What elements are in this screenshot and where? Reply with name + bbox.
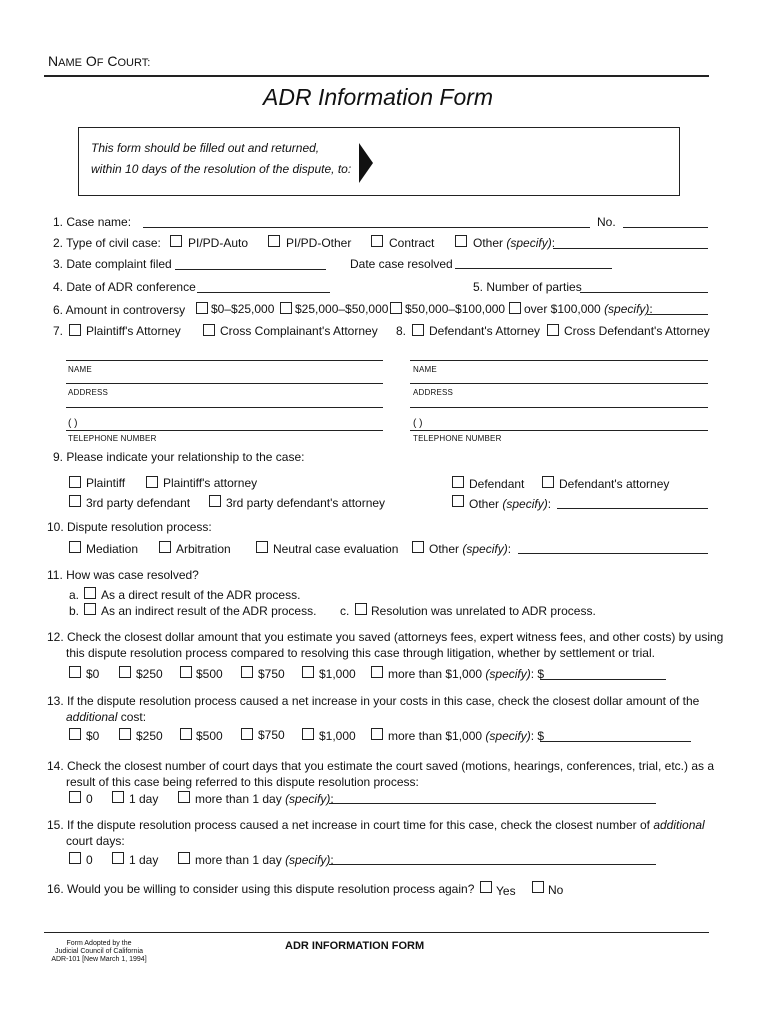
cost-increase-line-2: additional cost: [66, 710, 147, 724]
parties-field[interactable] [580, 292, 708, 293]
relationship-plaintiff-attorney-checkbox[interactable] [146, 476, 158, 488]
savings-line-1: 12. Check the closest dollar amount that you estimate you saved (attorneys fees, expert witness fees, and other costs) by using [47, 630, 724, 644]
parties-label: 5. Number of parties [473, 280, 582, 294]
right-address-line-2[interactable] [410, 407, 708, 408]
footer-rule [44, 932, 709, 933]
left-address-line-1[interactable] [66, 383, 383, 384]
court-increase-line-2: court days: [66, 834, 125, 848]
adr-date-label: 4. Date of ADR conference [53, 280, 196, 294]
cost-increase-line-1: 13. If the dispute resolution process caused a net increase in your costs in this case, check the closest dollar amount of the [47, 694, 700, 708]
process-other-label: Other (specify): [429, 542, 512, 556]
case-type-pi-auto-checkbox[interactable] [170, 235, 182, 247]
cost-500-checkbox[interactable] [180, 728, 192, 740]
resolved-indirect-checkbox[interactable] [84, 603, 96, 615]
footer-adopted-line-2: Judicial Council of California [55, 948, 143, 955]
relationship-defendant-attorney-checkbox[interactable] [542, 476, 554, 488]
cost-250-checkbox[interactable] [119, 728, 131, 740]
resolved-label: 11. How was case resolved? [47, 568, 199, 582]
relationship-3rd-party-checkbox[interactable] [69, 495, 81, 507]
reuse-no-checkbox[interactable] [532, 881, 544, 893]
resolved-unrelated-checkbox[interactable] [355, 603, 367, 615]
right-address-line-1[interactable] [410, 383, 708, 384]
arrow-right-icon [359, 143, 373, 183]
cost-750-label: $750 [258, 728, 285, 742]
defendant-attorney-label: Defendant's Attorney [429, 324, 541, 338]
process-mediation-checkbox[interactable] [69, 541, 81, 553]
cost-more-checkbox[interactable] [371, 728, 383, 740]
right-phone-field[interactable] [410, 430, 708, 431]
left-phone-label: TELEPHONE NUMBER [68, 434, 157, 443]
cost-250-label: $250 [136, 729, 163, 743]
instruction-line-1: This form should be filled out and returned, [91, 141, 320, 155]
savings-1000-label: $1,000 [319, 667, 356, 681]
case-no-label: No. [597, 215, 616, 229]
cost-0-label: $0 [86, 729, 100, 743]
cost-0-checkbox[interactable] [69, 728, 81, 740]
resolved-c-letter: c. [340, 604, 350, 618]
cross-complainant-attorney-label: Cross Complainant's Attorney [220, 324, 378, 338]
relationship-defendant-attorney-label: Defendant's attorney [559, 477, 670, 491]
process-label: 10. Dispute resolution process: [47, 520, 212, 534]
date-filed-label: 3. Date complaint filed [53, 257, 172, 271]
savings-250-label: $250 [136, 667, 163, 681]
left-name-field[interactable] [66, 360, 383, 361]
case-name-label: 1. Case name: [53, 215, 132, 229]
cost-1000-checkbox[interactable] [302, 728, 314, 740]
court-increase-more-label: more than 1 day (specify): [195, 853, 334, 867]
amount-0-25k-label: $0–$25,000 [211, 302, 275, 316]
relationship-3rd-party-attorney-checkbox[interactable] [209, 495, 221, 507]
court-saved-1-day-label: 1 day [129, 792, 159, 806]
case-type-label: 2. Type of civil case: [53, 236, 161, 250]
right-phone-label: TELEPHONE NUMBER [413, 434, 502, 443]
amount-25k-50k-checkbox[interactable] [280, 302, 292, 314]
relationship-defendant-checkbox[interactable] [452, 476, 464, 488]
resolved-direct-label: As a direct result of the ADR process. [101, 588, 301, 602]
court-saved-0-checkbox[interactable] [69, 791, 81, 803]
cost-more-field[interactable] [540, 741, 691, 742]
left-address-line-2[interactable] [66, 407, 383, 408]
case-type-pi-other-checkbox[interactable] [268, 235, 280, 247]
court-increase-more-field[interactable] [329, 864, 656, 865]
process-mediation-label: Mediation [86, 542, 139, 556]
process-arbitration-checkbox[interactable] [159, 541, 171, 553]
q8-number: 8. [396, 324, 407, 338]
right-address-label: ADDRESS [413, 388, 454, 397]
savings-750-checkbox[interactable] [241, 666, 253, 678]
plaintiff-attorney-checkbox[interactable] [69, 324, 81, 336]
cross-complainant-attorney-checkbox[interactable] [203, 324, 215, 336]
reuse-label: 16. Would you be willing to consider using this dispute resolution process again? [47, 882, 475, 896]
right-phone-paren: ( ) [413, 418, 423, 429]
savings-0-label: $0 [86, 667, 100, 681]
savings-1000-checkbox[interactable] [302, 666, 314, 678]
process-neutral-label: Neutral case evaluation [273, 542, 399, 556]
cost-more-label: more than $1,000 (specify): $ [388, 729, 545, 743]
resolved-unrelated-label: Resolution was unrelated to ADR process. [371, 604, 596, 618]
case-type-pi-auto-label: PI/PD-Auto [188, 236, 249, 250]
cost-500-label: $500 [196, 729, 223, 743]
court-saved-more-label: more than 1 day (specify): [195, 792, 334, 806]
page-title: ADR Information Form [263, 84, 494, 110]
court-label: NAME OF COURT: [48, 53, 151, 69]
case-type-other-checkbox[interactable] [455, 235, 467, 247]
court-increase-0-checkbox[interactable] [69, 852, 81, 864]
relationship-other-field[interactable] [557, 508, 708, 509]
q7-number: 7. [53, 324, 64, 338]
case-type-pi-other-label: PI/PD-Other [286, 236, 352, 250]
savings-500-checkbox[interactable] [180, 666, 192, 678]
amount-50k-100k-checkbox[interactable] [390, 302, 402, 314]
footer-adopted [44, 940, 154, 964]
cross-defendant-attorney-checkbox[interactable] [547, 324, 559, 336]
savings-250-checkbox[interactable] [119, 666, 131, 678]
court-increase-line-1: 15. If the dispute resolution process caused a net increase in court time for this case, check the closest number of additional [47, 818, 705, 832]
savings-750-label: $750 [258, 667, 285, 681]
process-neutral-checkbox[interactable] [256, 541, 268, 553]
process-other-checkbox[interactable] [412, 541, 424, 553]
reuse-yes-checkbox[interactable] [480, 881, 492, 893]
court-increase-0-label: 0 [86, 853, 93, 867]
case-no-field[interactable] [623, 227, 708, 228]
relationship-plaintiff-label: Plaintiff [86, 476, 126, 490]
court-saved-0-label: 0 [86, 792, 93, 806]
left-phone-field[interactable] [66, 430, 383, 431]
relationship-3rd-party-attorney-label: 3rd party defendant's attorney [226, 496, 386, 510]
footer-adopted-line-1: Form Adopted by the [66, 940, 132, 947]
date-resolved-field[interactable] [455, 268, 612, 269]
left-name-label: NAME [68, 365, 92, 374]
cost-1000-label: $1,000 [319, 729, 356, 743]
right-name-label: NAME [413, 365, 437, 374]
resolved-indirect-label: As an indirect result of the ADR process. [101, 604, 317, 618]
savings-0-checkbox[interactable] [69, 666, 81, 678]
cross-defendant-attorney-label: Cross Defendant's Attorney [564, 324, 710, 338]
amount-50k-100k-label: $50,000–$100,000 [405, 302, 506, 316]
relationship-3rd-party-label: 3rd party defendant [86, 496, 191, 510]
plaintiff-attorney-label: Plaintiff's Attorney [86, 324, 181, 338]
amount-over-100k-label: over $100,000 (specify): [524, 302, 653, 316]
case-type-other-label: Other (specify): [473, 236, 556, 250]
relationship-defendant-label: Defendant [469, 477, 525, 491]
savings-more-field[interactable] [540, 679, 666, 680]
relationship-plaintiff-checkbox[interactable] [69, 476, 81, 488]
footer-adopted-line-3: ADR-101 [New March 1, 1994] [51, 956, 147, 963]
resolved-direct-checkbox[interactable] [84, 587, 96, 599]
resolved-b-letter: b. [69, 604, 80, 618]
court-increase-1-day-label: 1 day [129, 853, 159, 867]
relationship-other-label: Other (specify): [469, 497, 552, 511]
reuse-yes-label: Yes [496, 884, 516, 898]
court-increase-more-checkbox[interactable] [178, 852, 190, 864]
instruction-line-2: within 10 days of the resolution of the dispute, to: [91, 162, 352, 176]
defendant-attorney-checkbox[interactable] [412, 324, 424, 336]
resolved-a-letter: a. [69, 588, 80, 602]
amount-25k-50k-label: $25,000–$50,000 [295, 302, 389, 316]
court-increase-1-day-checkbox[interactable] [112, 852, 124, 864]
reuse-no-label: No [548, 883, 564, 897]
court-saved-more-checkbox[interactable] [178, 791, 190, 803]
savings-more-label: more than $1,000 (specify): $ [388, 667, 545, 681]
amount-over-100k-checkbox[interactable] [509, 302, 521, 314]
adr-date-field[interactable] [197, 292, 330, 293]
court-saved-line-2: result of this case being referred to this dispute resolution process: [66, 775, 419, 789]
date-filed-field[interactable] [175, 269, 326, 270]
footer-title: ADR INFORMATION FORM [285, 940, 425, 952]
header-rule [44, 75, 709, 77]
left-phone-paren: ( ) [68, 418, 78, 429]
relationship-plaintiff-attorney-label: Plaintiff's attorney [163, 476, 258, 490]
case-type-contract-label: Contract [389, 236, 435, 250]
process-other-field[interactable] [518, 553, 708, 554]
right-name-field[interactable] [410, 360, 708, 361]
savings-line-2: this dispute resolution process compared to resolving this case through litigation, whether by settlement or trial. [66, 646, 655, 660]
relationship-other-checkbox[interactable] [452, 495, 464, 507]
court-saved-more-field[interactable] [329, 803, 656, 804]
savings-500-label: $500 [196, 667, 223, 681]
amount-over-100k-field[interactable] [647, 314, 708, 315]
relationship-label: 9. Please indicate your relationship to the case: [53, 450, 305, 464]
court-saved-1-day-checkbox[interactable] [112, 791, 124, 803]
amount-label: 6. Amount in controversy [53, 303, 186, 317]
date-resolved-label: Date case resolved [350, 257, 453, 271]
case-name-field[interactable] [143, 227, 590, 228]
case-type-other-field[interactable] [553, 248, 708, 249]
left-address-label: ADDRESS [68, 388, 109, 397]
amount-0-25k-checkbox[interactable] [196, 302, 208, 314]
court-saved-line-1: 14. Check the closest number of court days that you estimate the court saved (motions, hearings, conferences, trial, etc.) as a [47, 759, 714, 773]
case-type-contract-checkbox[interactable] [371, 235, 383, 247]
cost-750-checkbox[interactable] [241, 728, 253, 740]
savings-more-checkbox[interactable] [371, 666, 383, 678]
process-arbitration-label: Arbitration [176, 542, 231, 556]
